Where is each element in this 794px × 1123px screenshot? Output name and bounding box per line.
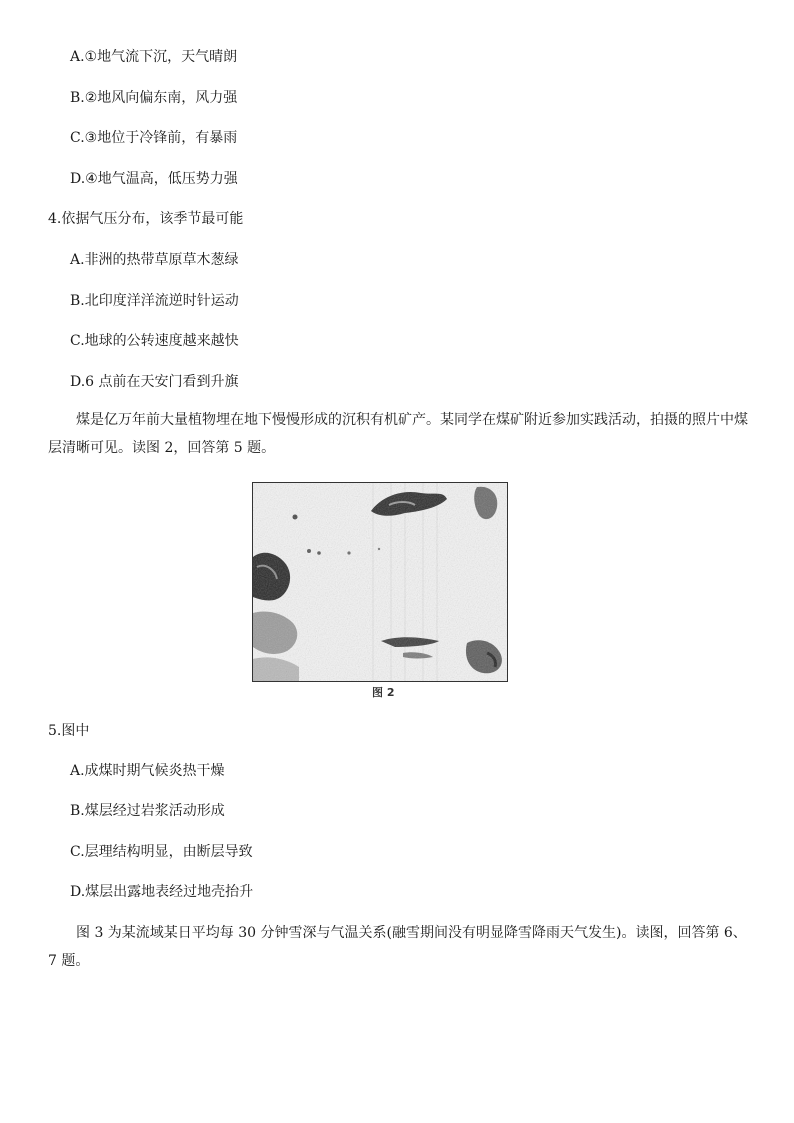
q5-option-c: C.层理结构明显，由断层导致 <box>70 844 253 860</box>
q5-stem: 5.图中 <box>48 723 90 739</box>
q5-option-b: B.煤层经过岩浆活动形成 <box>70 803 225 819</box>
snow-intro-paragraph: 图 3 为某流域某日平均每 30 分钟雪深与气温关系(融雪期间没有明显降雪降雨天气发生)。读图，回答第 6、7 题。 <box>48 925 747 969</box>
figure-2-caption: 图 2 <box>372 686 395 699</box>
q3-option-b: B.②地风向偏东南，风力强 <box>70 90 238 106</box>
coal-intro-paragraph: 煤是亿万年前大量植物埋在地下慢慢形成的沉积有机矿产。某同学在煤矿附近参加实践活动，拍摄的照片中煤层清晰可见。读图 2，回答第 5 题。 <box>48 412 748 456</box>
coal-seam-photo <box>252 482 508 682</box>
q4-option-c: C.地球的公转速度越来越快 <box>70 333 239 349</box>
q3-option-a: A.①地气流下沉，天气晴朗 <box>70 49 238 65</box>
q4-option-b: B.北印度洋洋流逆时针运动 <box>70 293 239 309</box>
q5-option-d: D.煤层出露地表经过地壳抬升 <box>70 884 254 900</box>
q4-stem: 4.依据气压分布，该季节最可能 <box>48 211 244 227</box>
q3-option-c: C.③地位于冷锋前，有暴雨 <box>70 130 238 146</box>
q3-option-d: D.④地气温高，低压势力强 <box>70 171 238 187</box>
q5-option-a: A.成煤时期气候炎热干燥 <box>70 763 225 779</box>
q4-option-a: A.非洲的热带草原草木葱绿 <box>70 252 239 268</box>
q4-option-d: D.6 点前在天安门看到升旗 <box>70 374 239 390</box>
